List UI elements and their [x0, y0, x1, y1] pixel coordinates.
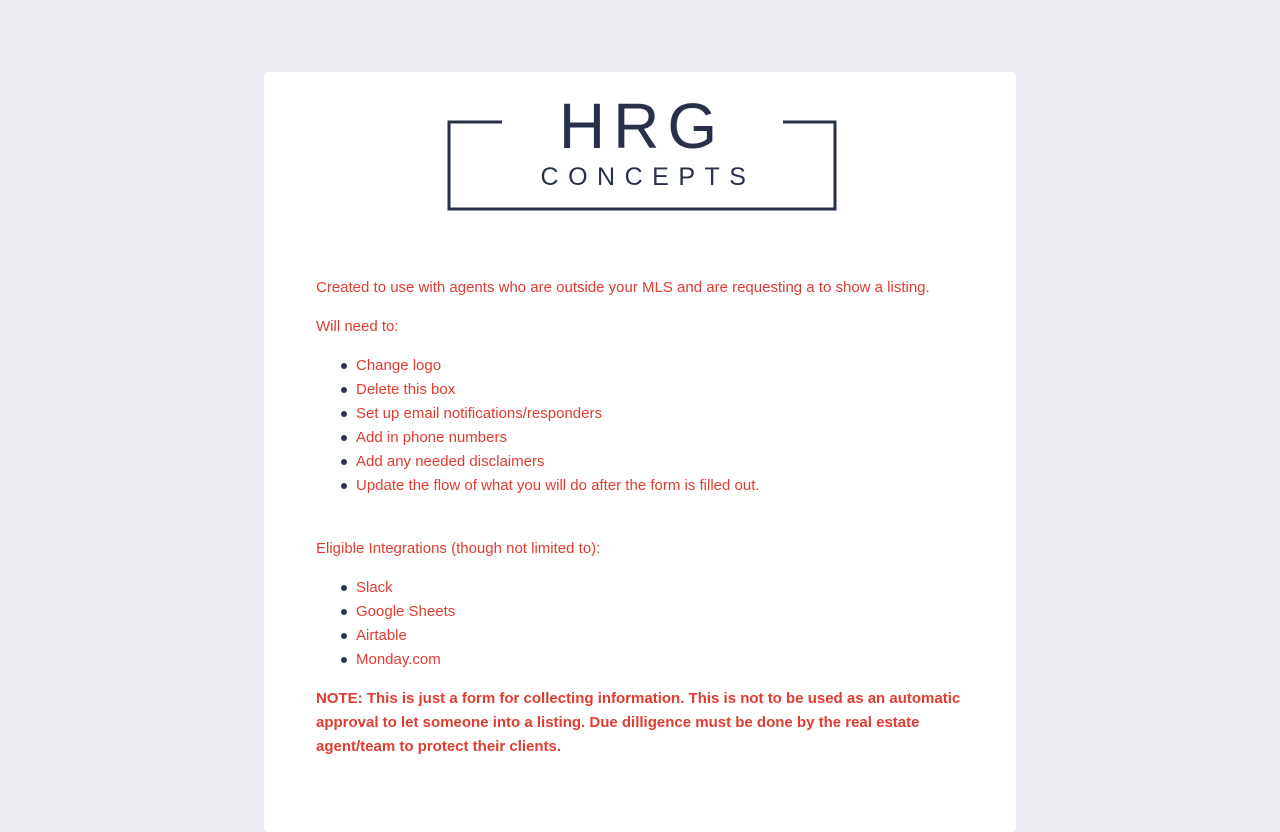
list-item: Add any needed disclaimers: [356, 450, 976, 474]
list-item: Airtable: [356, 624, 976, 648]
company-logo: [264, 72, 1016, 222]
list-item: Update the flow of what you will do after the form is filled out.: [356, 474, 976, 498]
intro-text: Created to use with agents who are outside your MLS and are requesting a to show a listing.: [316, 279, 930, 296]
logo-mark: [264, 72, 1016, 222]
disclaimer-note: NOTE: This is just a form for collecting information. This is not to be used as an automatic approval to let someone into a listing. Due dilligence must be done by the real estate agent/team to protect their clients.: [316, 690, 961, 755]
spacer: [316, 513, 976, 537]
will-need-heading: Will need to:: [316, 318, 399, 335]
list-item: Set up email notifications/responders: [356, 402, 976, 426]
description-block: [316, 276, 976, 774]
integrations-list: [316, 576, 976, 672]
list-item: Add in phone numbers: [356, 426, 976, 450]
list-item: Slack: [356, 576, 976, 600]
logo-text-hrg: HRG: [558, 90, 726, 162]
integrations-heading: Eligible Integrations (though not limited to):: [316, 540, 601, 557]
list-item: Google Sheets: [356, 600, 976, 624]
list-item: Monday.com: [356, 648, 976, 672]
list-item: Delete this box: [356, 378, 976, 402]
list-item: Change logo: [356, 354, 976, 378]
form-card: [264, 72, 1016, 832]
will-need-list: [316, 354, 976, 498]
logo-text-concepts: CONCEPTS: [540, 163, 756, 191]
